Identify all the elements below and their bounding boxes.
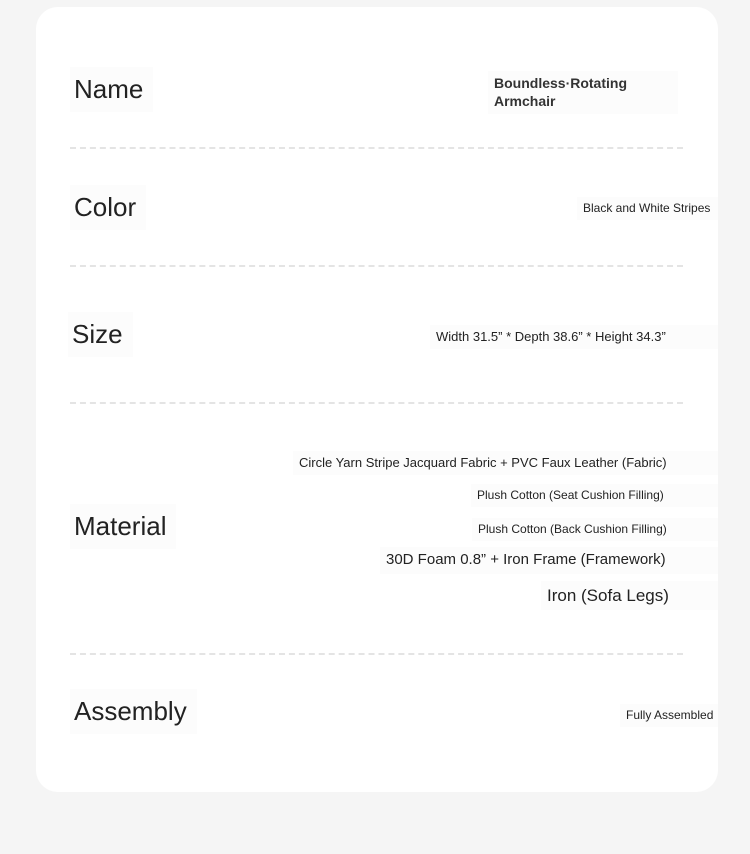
material-label: Material — [70, 504, 176, 549]
size-value: Width 31.5” * Depth 38.6” * Height 34.3” — [430, 325, 718, 349]
color-label: Color — [70, 185, 146, 230]
color-value: Black and White Stripes — [577, 197, 718, 220]
divider — [70, 265, 683, 267]
divider — [70, 147, 683, 149]
size-label: Size — [68, 312, 133, 357]
name-value: Boundless·Rotating Armchair — [488, 71, 678, 114]
divider — [70, 402, 683, 404]
material-value-framework: 30D Foam 0.8” + Iron Frame (Framework) — [380, 547, 718, 574]
material-value-seat-filling: Plush Cotton (Seat Cushion Filling) — [471, 484, 718, 507]
divider — [70, 653, 683, 655]
material-value-back-filling: Plush Cotton (Back Cushion Filling) — [472, 518, 718, 541]
material-value-fabric: Circle Yarn Stripe Jacquard Fabric + PVC Faux Leather (Fabric) — [293, 451, 718, 475]
assembly-value: Fully Assembled — [620, 704, 718, 727]
product-specs-card — [36, 7, 718, 792]
material-value-legs: Iron (Sofa Legs) — [541, 581, 718, 610]
assembly-label: Assembly — [70, 689, 197, 734]
name-label: Name — [70, 67, 153, 112]
